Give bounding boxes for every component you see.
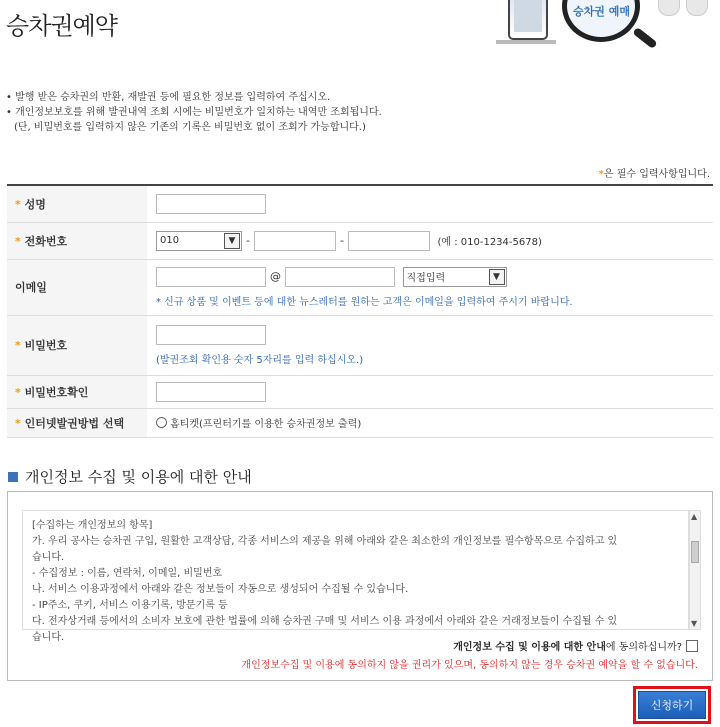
scroll-thumb[interactable] bbox=[691, 541, 699, 563]
privacy-line: 습니다. bbox=[32, 552, 65, 563]
phone-last-input[interactable] bbox=[348, 231, 430, 251]
banner-shelf bbox=[496, 40, 556, 44]
phone-icon bbox=[508, 0, 548, 40]
required-note-text: 은 필수 입력사항입니다. bbox=[603, 169, 710, 180]
privacy-agree bbox=[453, 638, 698, 653]
agree-rest-text: 에 동의하십니까? bbox=[605, 642, 682, 653]
name-input[interactable] bbox=[156, 194, 266, 214]
square-bullet-icon bbox=[8, 472, 18, 482]
email-domain-select[interactable]: 직접입력 ▼ bbox=[403, 267, 507, 287]
phone-middle-input[interactable] bbox=[254, 231, 336, 251]
chevron-down-icon: ▼ bbox=[489, 269, 505, 285]
cup-icon bbox=[686, 0, 708, 16]
privacy-warning: 개인정보수집 및 이용에 동의하지 않을 권리가 있으며, 동의하지 않는 경우 승차권 예약을 할 수 없습니다. bbox=[241, 660, 698, 671]
phone-prefix-select[interactable]: 010 ▼ bbox=[156, 231, 242, 251]
privacy-section-title: 개인정보 수집 및 이용에 대한 안내 bbox=[8, 466, 252, 487]
privacy-line: 가. 우리 공사는 승차권 구입, 원활한 고객상담, 각종 서비스의 제공을 위해 아래와 같은 최소한의 개인정보를 필수항목으로 수집하고 있 bbox=[32, 536, 618, 547]
submit-button[interactable]: 신청하기 bbox=[638, 691, 706, 719]
email-id-input[interactable] bbox=[156, 267, 266, 287]
email-label: 이메일 bbox=[7, 259, 147, 315]
email-hint: * 신규 상품 및 이벤트 등에 대한 뉴스레터를 원하는 고객은 이메일을 입력하여 주시기 바랍니다. bbox=[156, 296, 573, 308]
scroll-up-icon[interactable]: ▲ bbox=[691, 512, 698, 521]
agree-bold-text: 개인정보 수집 및 이용에 대한 안내 bbox=[453, 642, 606, 653]
home-ticket-radio[interactable] bbox=[156, 417, 167, 428]
notice-line: • 발행 받은 승차권의 반환, 재발권 등에 필요한 정보를 입력하여 주십시오. bbox=[6, 92, 331, 103]
magnifier-icon bbox=[562, 0, 640, 42]
privacy-line: - 수집정보 : 이름, 연락처, 이메일, 비밀번호 bbox=[32, 568, 223, 579]
password-input[interactable] bbox=[156, 325, 266, 345]
privacy-line: 다. 전자상거래 등에서의 소비자 보호에 관한 법률에 의해 승차권 구매 및 서비스 이용 과정에서 아래와 같은 거래정보들이 수집될 수 있 bbox=[32, 616, 618, 627]
privacy-line: 나. 서비스 이용과정에서 아래와 같은 정보들이 자동으로 생성되어 수집될 수 있습니다. bbox=[32, 584, 409, 595]
email-domain-input[interactable] bbox=[285, 267, 395, 287]
banner-image bbox=[496, 0, 712, 52]
privacy-line: [수집하는 개인정보의 항목] bbox=[32, 520, 153, 531]
privacy-textarea[interactable] bbox=[22, 510, 689, 643]
notice-line: (단, 비밀번호를 입력하지 않은 기존의 기록은 비밀번호 없이 조회가 가능합니다.) bbox=[14, 122, 366, 133]
form-row-email: 이메일 @ 직접입력 ▼ * 신규 상품 및 이벤트 등에 대한 뉴스레터를 원하는 고객은 이메일을 입력하여 주시기 바랍니다. bbox=[7, 259, 713, 315]
form-row-phone: * 전화번호 010 ▼ - - (예 : 010-1234-5678) bbox=[7, 222, 713, 259]
password-confirm-label: * 비밀번호확인 bbox=[7, 375, 147, 408]
cup-icon bbox=[658, 0, 680, 16]
password-hint: (발권조회 확인용 숫자 5자리를 입력 하십시오.) bbox=[156, 354, 364, 366]
name-label: * 성명 bbox=[7, 185, 147, 222]
privacy-agree-checkbox[interactable] bbox=[686, 640, 698, 652]
required-note bbox=[599, 165, 710, 180]
privacy-line: - IP주소, 쿠키, 서비스 이용기록, 방문기록 등 bbox=[32, 600, 228, 611]
home-ticket-label: 홈티켓(프린터기를 이용한 승차권정보 출력) bbox=[170, 419, 362, 430]
privacy-line: 습니다. bbox=[32, 632, 65, 643]
privacy-scrollbar[interactable] bbox=[689, 510, 701, 630]
chevron-down-icon: ▼ bbox=[224, 233, 240, 249]
page-title: 승차권예약 bbox=[6, 12, 117, 40]
banner-text: 승차권 예매 bbox=[573, 5, 630, 18]
scroll-down-icon[interactable]: ▼ bbox=[691, 619, 698, 628]
notice-line: • 개인정보보호를 위해 발권내역 조회 시에는 비밀번호가 일치하는 내역만 조회됩니다. bbox=[6, 107, 382, 118]
form-row-issue-method bbox=[7, 408, 713, 437]
form-row-password-confirm bbox=[7, 375, 713, 408]
submit-highlight bbox=[633, 686, 711, 724]
magnifier-handle bbox=[632, 27, 657, 49]
required-star: * bbox=[598, 169, 604, 180]
issue-method-label: * 인터넷발권방법 선택 bbox=[7, 408, 147, 437]
reservation-form bbox=[7, 184, 713, 438]
password-confirm-input[interactable] bbox=[156, 382, 266, 402]
form-row-password bbox=[7, 315, 713, 375]
phone-example: (예 : 010-1234-5678) bbox=[437, 237, 542, 248]
form-row-name bbox=[7, 185, 713, 222]
privacy-box bbox=[7, 491, 713, 681]
phone-label: * 전화번호 bbox=[7, 222, 147, 259]
notice bbox=[6, 90, 382, 135]
password-label: * 비밀번호 bbox=[7, 315, 147, 375]
